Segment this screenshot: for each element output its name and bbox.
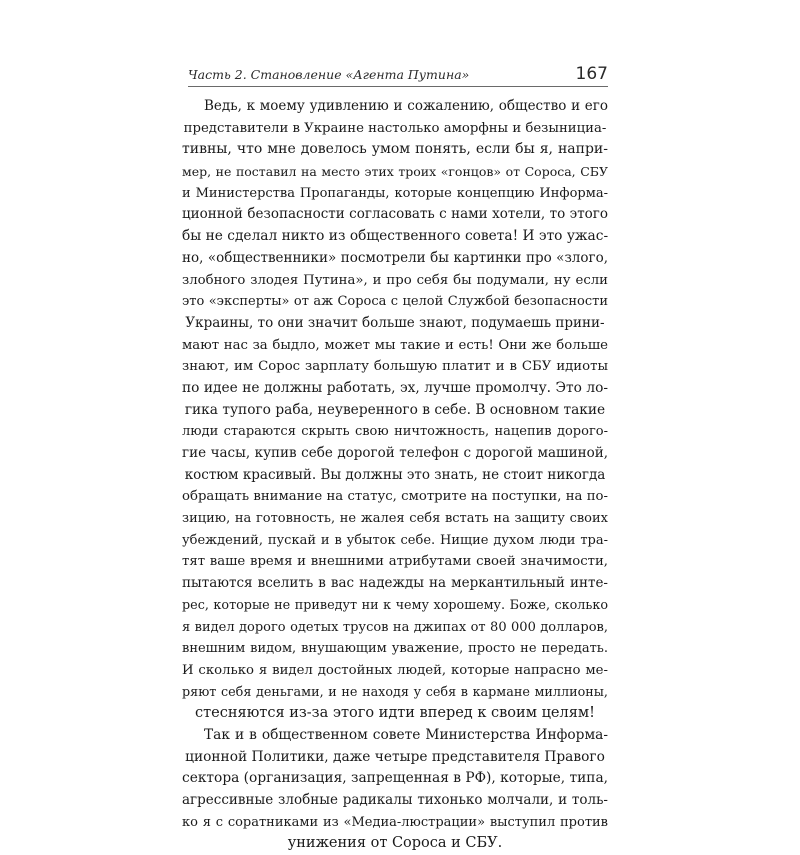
- page-number: 167: [575, 64, 608, 84]
- text-line: зицию, на готовность, не жалея себя встать на защиту своих: [182, 511, 608, 527]
- text-line: бы не сделал никто из общественного совета! И это ужас-: [182, 228, 609, 245]
- text-line: я видел дорого одетых трусов на джипах от 80 000 долларов,: [182, 619, 608, 635]
- text-line: пытаются вселить в вас надежды на меркантильный инте-: [182, 575, 608, 592]
- text-line: стесняются из-за этого идти вперед к своим целям!: [195, 705, 595, 722]
- text-line: сектора (организация, запрещенная в РФ), которые, типа,: [182, 770, 609, 787]
- text-line: унижения от Сороса и СБУ.: [287, 835, 503, 852]
- text-line: ционной безопасности согласовать с нами хотели, то этого: [182, 206, 608, 223]
- text-line: и Министерства Пропаганды, которые концепцию Информа-: [182, 185, 608, 201]
- text-line: Украины, то они значит больше знают, подумаешь прини-: [185, 314, 605, 331]
- text-line: ко я с соратниками из «Медиа-люстрации» выступил против: [182, 814, 608, 830]
- running-head: [188, 62, 608, 86]
- text-line: внешним видом, внушающим уважение, просто не передать.: [182, 641, 608, 657]
- text-line: по идее не должны работать, эх, лучше промолчу. Это ло-: [182, 379, 608, 396]
- text-line: это «эксперты» от аж Сороса с целой Службой безопасности: [182, 294, 608, 310]
- text-line: Так и в общественном совете Министерства Информа-: [204, 726, 608, 743]
- text-line: рес, которые не приведут ни к чему хорошему. Боже, сколько: [182, 597, 608, 613]
- text-line: костюм красивый. Вы должны это знать, не стоит никогда: [184, 466, 606, 483]
- text-line: гика тупого раба, неуверенного в себе. В основном такие: [184, 401, 606, 418]
- text-line: представители в Украине настолько аморфны и безынициа-: [183, 120, 607, 136]
- text-line: И сколько я видел достойных людей, которые напрасно ме-: [182, 662, 608, 678]
- text-line: агрессивные злобные радикалы тихонько молчали, и толь-: [182, 792, 608, 808]
- text-line: мают нас за быдло, может мы такие и есть! Они же больше: [182, 337, 608, 353]
- text-line: знают, им Сорос зарплату большую платит и в СБУ идиоты: [182, 359, 608, 375]
- body-text: [182, 96, 608, 855]
- text-line: мер, не поставил на место этих троих «гонцов» от Сороса, СБУ: [182, 164, 608, 180]
- text-line: гие часы, купив себе дорогой телефон с дорогой машиной,: [182, 445, 608, 461]
- text-line: убеждений, пускай и в убыток себе. Нищие духом люди тра-: [182, 532, 608, 548]
- text-line: тивны, что мне довелось умом понять, если бы я, напри-: [182, 141, 608, 158]
- text-line: но, «общественники» посмотрели бы картинки про «злого,: [182, 249, 608, 266]
- text-line: ряют себя деньгами, и не находя у себя в кармане миллионы,: [182, 684, 608, 700]
- text-line: ционной Политики, даже четыре представителя Правого: [185, 748, 605, 765]
- header-rule: [188, 86, 608, 87]
- text-line: люди стараются скрыть свою ничтожность, нацепив дорого-: [182, 424, 608, 440]
- text-line: тят ваше время и внешними атрибутами своей значимости,: [182, 554, 608, 570]
- text-line: злобного злодея Путина», и про себя бы подумали, ну если: [182, 272, 608, 288]
- running-title: Часть 2. Становление «Агента Путина»: [188, 67, 470, 82]
- text-line: обращать внимание на статус, смотрите на поступки, на по-: [182, 489, 608, 505]
- text-line: Ведь, к моему удивлению и сожалению, общество и его: [204, 98, 608, 114]
